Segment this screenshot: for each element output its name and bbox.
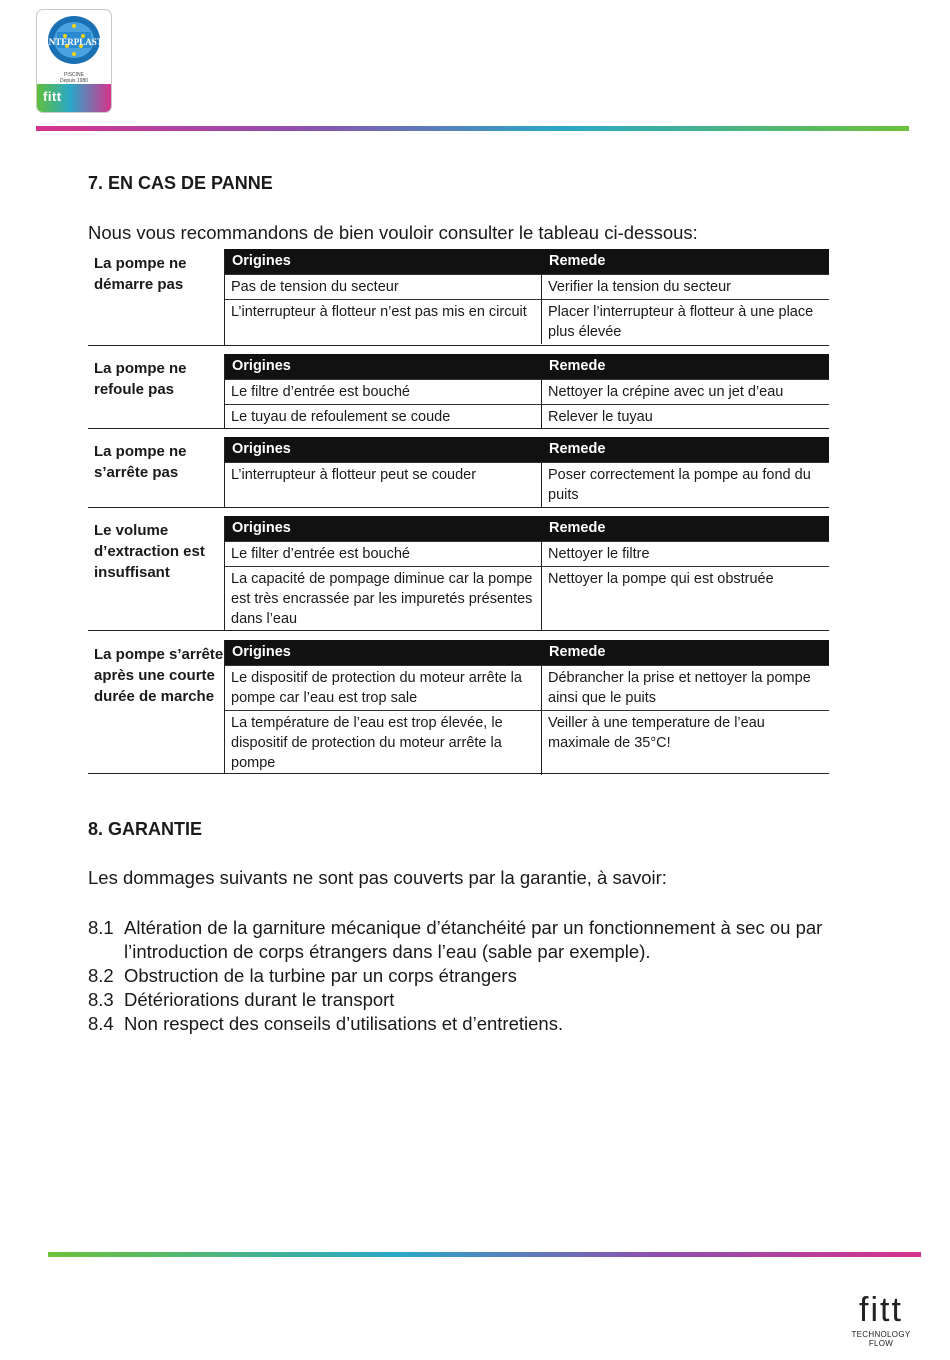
origin-cell: L’interrupteur à flotteur n’est pas mis en circuit [225, 300, 542, 344]
origin-cell: La température de l’eau est trop élevée, le dispositif de protection du moteur arrête la pompe [225, 711, 542, 775]
col-remedy-header: Remede [549, 358, 606, 374]
remedy-cell: Nettoyer la pompe qui est obstruée [548, 571, 774, 587]
fitt-wordmark: fitt [859, 1291, 903, 1329]
logo-band-text: fitt [43, 89, 62, 104]
fault-table-1 [88, 249, 829, 346]
fault-table-4 [88, 516, 829, 631]
origin-cell: Pas de tension du secteur [225, 275, 542, 299]
remedy-cell: Verifier la tension du secteur [548, 279, 731, 295]
logo-brand-text: INTERPLAST [45, 37, 103, 47]
table-row [225, 462, 829, 507]
fault-grid [224, 516, 829, 630]
table-row [225, 710, 829, 775]
table-row [225, 299, 829, 344]
table-row [225, 541, 829, 566]
table-row [225, 665, 829, 710]
col-remedy-header: Remede [549, 520, 606, 536]
col-remedy-header: Remede [549, 253, 606, 269]
interplast-emblem-icon [37, 10, 111, 72]
item-number: 8.4 [88, 1013, 114, 1034]
origin-cell: Le dispositif de protection du moteur arrête la pompe car l’eau est trop sale [225, 666, 542, 710]
fault-table-5 [88, 640, 829, 774]
fault-label: La pompe ne s’arrête pas [94, 443, 187, 481]
origin-cell: Le filtre d’entrée est bouché [225, 380, 542, 404]
header-gradient-rule [36, 126, 909, 131]
section-7-title: 7. EN CAS DE PANNE [88, 173, 273, 193]
logo-color-band [37, 84, 111, 112]
origin-cell: La capacité de pompage diminue car la pompe est très encrassée par les impuretés présentes dans l’eau [225, 567, 542, 631]
footer-gradient-rule [48, 1252, 921, 1257]
logo-sub-text: PISCINE [63, 72, 84, 78]
remedy-cell: Relever le tuyau [548, 409, 653, 425]
list-item [88, 916, 833, 964]
table-row [225, 274, 829, 299]
fault-grid [224, 354, 829, 428]
remedy-cell: Poser correctement la pompe au fond du puits [548, 467, 811, 503]
fault-label: La pompe ne refoule pas [94, 360, 187, 398]
item-number: 8.2 [88, 965, 114, 986]
col-remedy-header: Remede [549, 644, 606, 660]
col-origin-header: Origines [232, 358, 291, 374]
fitt-tagline: TECHNOLOGY FLOW [851, 1330, 911, 1348]
origin-cell: L’interrupteur à flotteur peut se couder [225, 463, 542, 507]
logo-since-text: Depuis 1980 [59, 78, 89, 84]
fault-table-3 [88, 437, 829, 508]
table-row [225, 404, 829, 429]
fault-header [225, 354, 829, 379]
section-7-intro: Nous vous recommandons de bien vouloir consulter le tableau ci-dessous: [88, 222, 698, 243]
fault-label: La pompe s’arrête après une courte durée de marche [94, 646, 224, 705]
origin-cell: Le tuyau de refoulement se coude [225, 405, 542, 429]
fault-header [225, 516, 829, 541]
fault-grid [224, 437, 829, 507]
item-text: Détériorations durant le transport [124, 989, 395, 1010]
col-remedy-header: Remede [549, 441, 606, 457]
fault-table-2 [88, 354, 829, 429]
fault-label: Le volume d’extraction est insuffisant [94, 522, 205, 581]
col-origin-header: Origines [232, 644, 291, 660]
fault-label: La pompe ne démarre pas [94, 255, 187, 293]
remedy-cell: Nettoyer le filtre [548, 546, 650, 562]
fault-grid [224, 640, 829, 773]
table-row [225, 379, 829, 404]
list-item [88, 1012, 833, 1036]
fault-grid [224, 249, 829, 345]
col-origin-header: Origines [232, 441, 291, 457]
logo-subtitle [37, 72, 111, 84]
fault-header [225, 437, 829, 462]
section-8-title: 8. GARANTIE [88, 819, 203, 839]
list-item [88, 988, 833, 1012]
list-item [88, 964, 833, 988]
remedy-cell: Placer l’interrupteur à flotteur à une place plus élevée [548, 304, 814, 340]
item-text: Non respect des conseils d’utilisations et d’entretiens. [124, 1013, 564, 1034]
remedy-cell: Débrancher la prise et nettoyer la pompe ainsi que le puits [548, 670, 811, 706]
fault-header [225, 640, 829, 665]
fitt-footer-logo [842, 1290, 920, 1350]
interplast-logo [36, 9, 112, 113]
table-row [225, 566, 829, 631]
warranty-exclusion-list [88, 916, 833, 1036]
col-origin-header: Origines [232, 520, 291, 536]
item-number: 8.3 [88, 989, 114, 1010]
origin-cell: Le filter d’entrée est bouché [225, 542, 542, 566]
section-8-intro: Les dommages suivants ne sont pas couverts par la garantie, à savoir: [88, 867, 667, 888]
fault-header [225, 249, 829, 274]
remedy-cell: Nettoyer la crépine avec un jet d’eau [548, 384, 784, 400]
item-text: Obstruction de la turbine par un corps étrangers [124, 965, 517, 986]
col-origin-header: Origines [232, 253, 291, 269]
remedy-cell: Veiller à une temperature de l’eau maximale de 35°C! [548, 715, 765, 751]
item-number: 8.1 [88, 917, 114, 938]
item-text: Altération de la garniture mécanique d’étanchéité par un fonctionnement à sec ou par l’introduction de corps étrangers dans l’eau (sable par exemple). [124, 917, 823, 962]
